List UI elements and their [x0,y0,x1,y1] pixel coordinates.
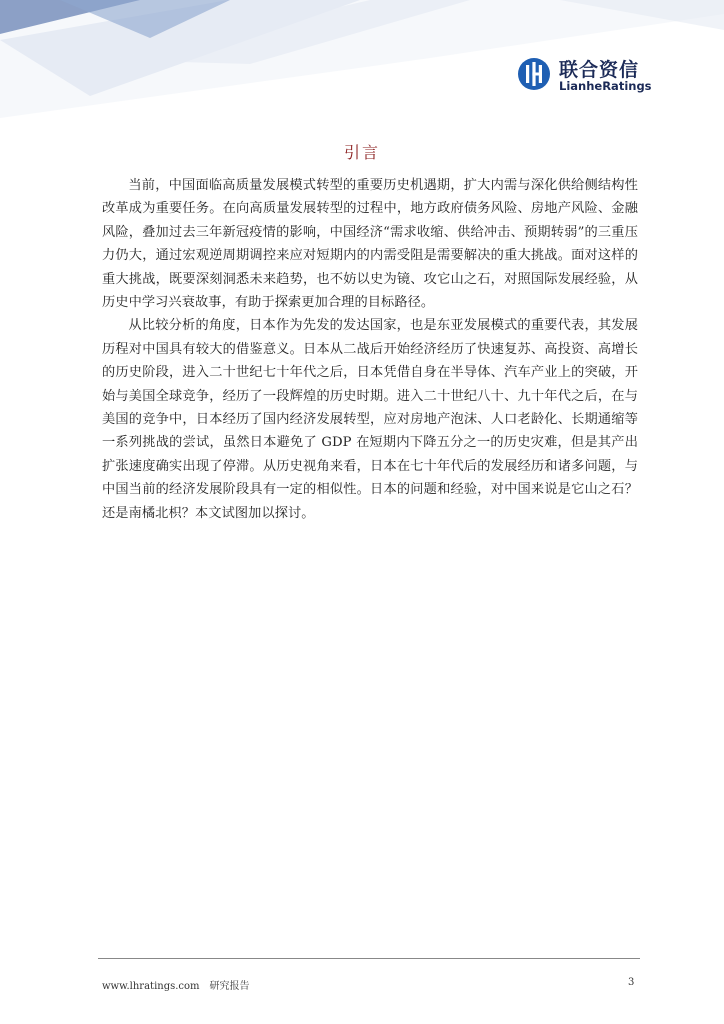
logo-english-name: LianheRatings [559,79,652,93]
paragraph: 当前，中国面临高质量发展模式转型的重要历史机遇期，扩大内需与深化供给侧结构性改革成为重要任务。在向高质量发展转型的过程中，地方政府债务风险、房地产风险、金融风险，叠加过去三年新冠疫情的影响，中国经济“需求收缩、供给冲击、预期转弱”的三重压力仍大，通过宏观逆周期调控来应对短期内的内需受阻是需要解决的重大挑战。面对这样的重大挑战，既要深刻洞悉未来趋势，也不妨以史为镜、攻它山之石，对照国际发展经验，从历史中学习兴衰故事，有助于探索更加合理的目标路径。 [102,178,638,311]
footer-divider [98,958,640,959]
section-title: 引言 [343,143,380,162]
lianhe-logo-mark-icon [516,56,552,92]
paragraph: 从比较分析的角度，日本作为先发的发达国家，也是东亚发展模式的重要代表，其发展历程对中国具有较大的借鉴意义。日本从二战后开始经济经历了快速复苏、高投资、高增长的历史阶段，进入二十世纪七十年代之后，日本凭借自身在半导体、汽车产业上的突破，开始与美国全球竞争，经历了一段辉煌的历史时期。进入二十世纪八十、九十年代之后，在与美国的竞争中，日本经历了国内经济发展转型，应对房地产泡沫、人口老龄化、长期通缩等一系列挑战的尝试，虽然日本避免了 GDP 在短期内下降五分之一的历史灾难，但是其产出扩张速度确实出现了停滞。从历史视角来看，日本在七十年代后的发展经历和诸多问题，与中国当前的经济发展阶段具有一定的相似性。日本的问题和经验，对中国来说是它山之石？还是南橘北枳？本文试图加以探讨。 [102,318,638,521]
footer-left [102,977,250,992]
page-number: 3 [628,977,635,988]
footer-website-link[interactable]: www.lhratings.com [102,981,200,992]
document-body [102,174,638,525]
footer-document-type: 研究报告 [209,981,250,992]
lianhe-ratings-logo [516,54,652,98]
logo-chinese-name: 联合资信 [559,59,640,81]
